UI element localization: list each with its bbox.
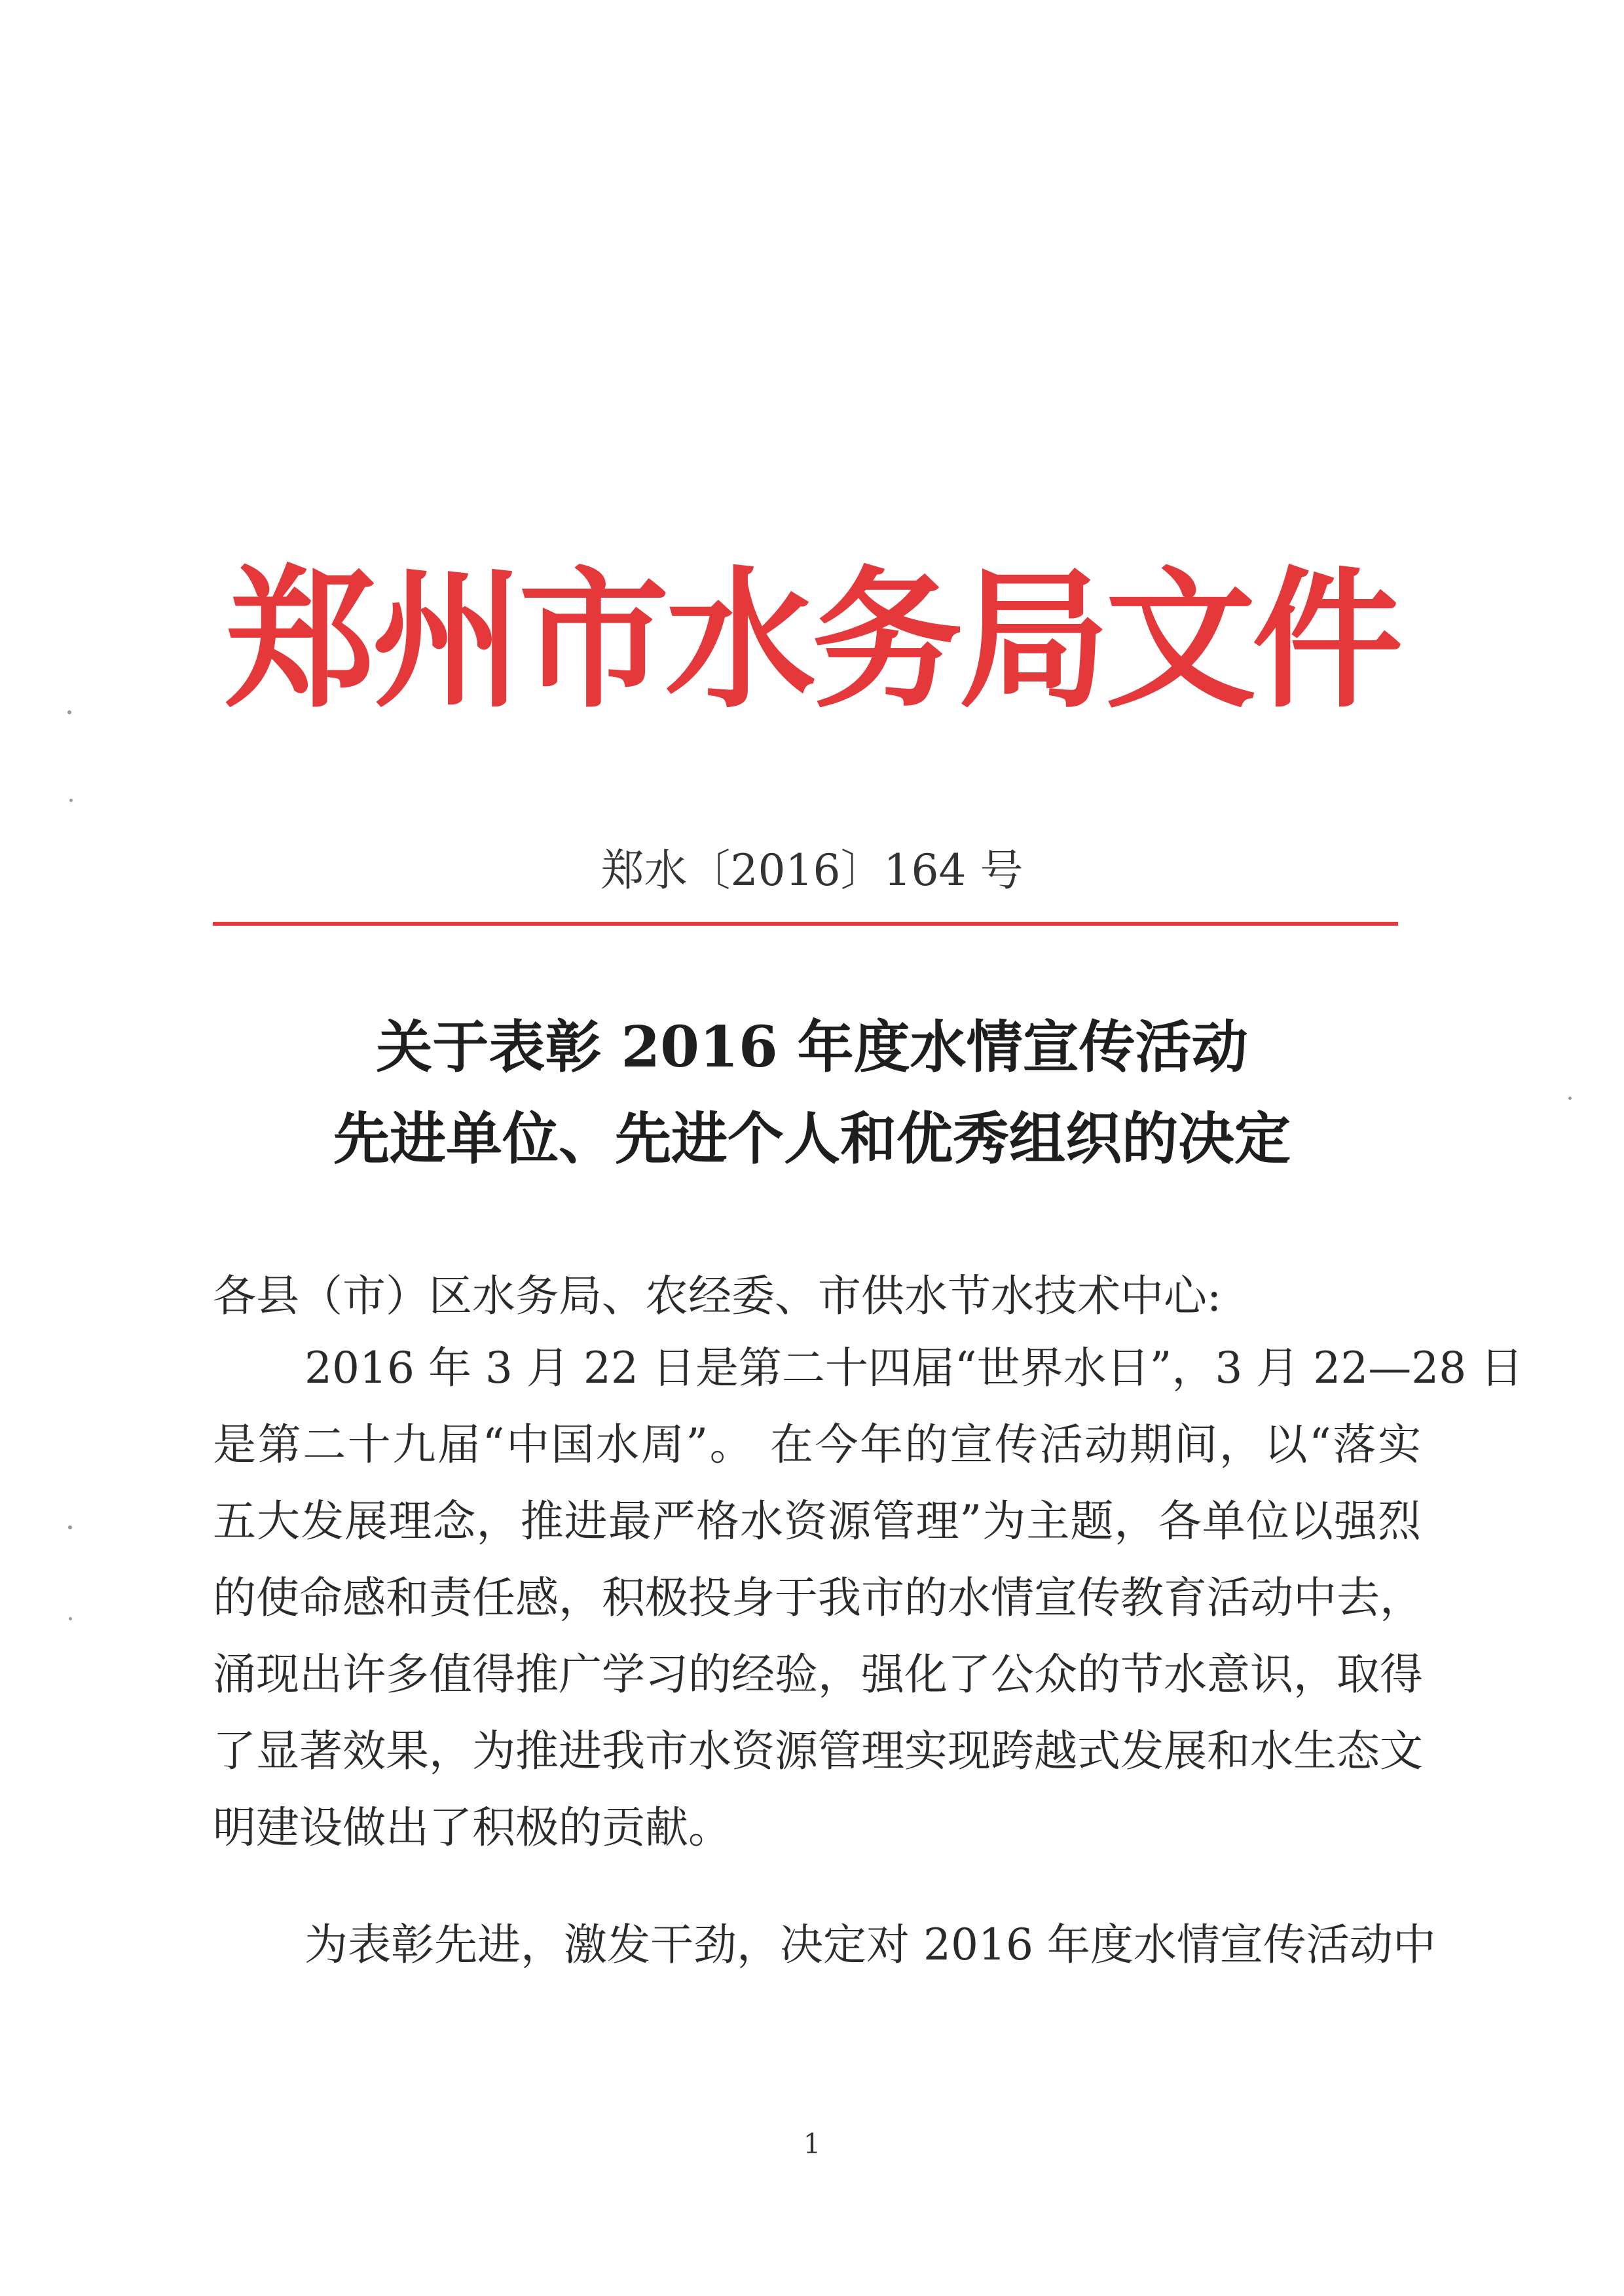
document-number: 郑水〔2016〕164 号 xyxy=(600,845,1024,896)
body-line: 2016 年 3 月 22 日是第二十四届“世界水日”，3 月 22—28 日 xyxy=(304,1343,1524,1393)
body-line: 是第二十九届“中国水周”。 在今年的宣传活动期间，以“落实 xyxy=(213,1419,1421,1470)
scan-speck xyxy=(69,799,73,802)
salutation: 各县（市）区水务局、农经委、市供水节水技术中心: xyxy=(213,1271,1222,1321)
scan-speck xyxy=(1568,1097,1572,1100)
scan-speck xyxy=(69,1617,72,1620)
scan-speck xyxy=(68,1525,72,1529)
masthead-title: 郑州市水务局文件 xyxy=(225,554,1399,729)
document-title-line-1: 关于表彰 2016 年度水情宣传活动 xyxy=(376,1014,1248,1080)
body-line: 明建设做出了积极的贡献。 xyxy=(213,1802,731,1853)
body-line: 五大发展理念，推进最严格水资源管理”为主题，各单位以强烈 xyxy=(213,1496,1421,1546)
red-divider-line xyxy=(213,922,1398,926)
scan-speck xyxy=(67,710,71,714)
body-line: 了显著效果，为推进我市水资源管理实现跨越式发展和水生态文 xyxy=(213,1726,1423,1776)
page-number: 1 xyxy=(803,2128,821,2160)
body-line: 涌现出许多值得推广学习的经验，强化了公众的节水意识，取得 xyxy=(213,1649,1423,1700)
body-line: 的使命感和责任感，积极投身于我市的水情宣传教育活动中去， xyxy=(213,1573,1423,1623)
body-line: 为表彰先进，激发干劲，决定对 2016 年度水情宣传活动中 xyxy=(304,1920,1436,1970)
document-title-line-2: 先进单位、先进个人和优秀组织的决定 xyxy=(333,1106,1291,1172)
